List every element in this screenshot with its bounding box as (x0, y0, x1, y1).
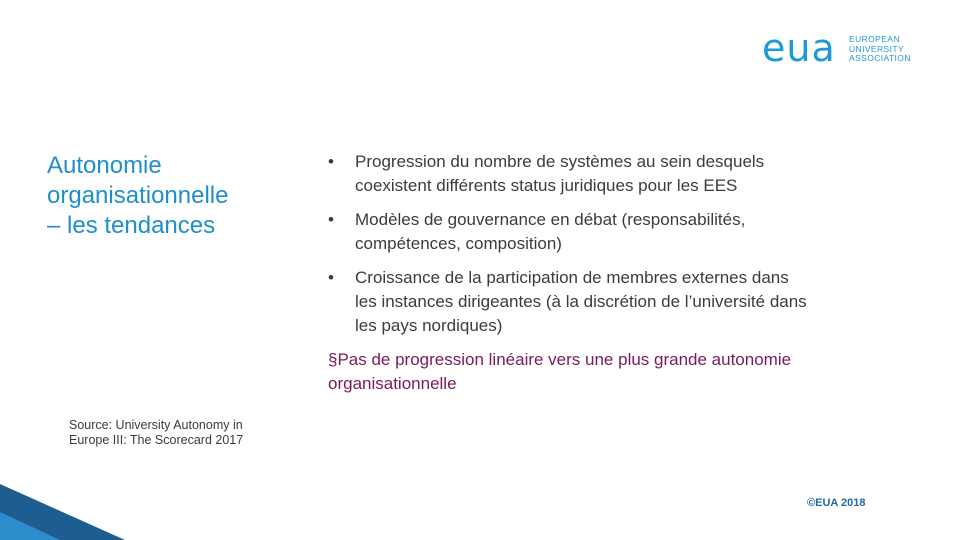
source-note (69, 418, 243, 448)
bullet-line: coexistent différents status juridiques pour les EES (355, 176, 738, 195)
bullet-item (328, 150, 908, 198)
bullet-symbol: • (328, 152, 334, 171)
logo-line: EUROPEAN (849, 34, 900, 44)
logo-mark: eua (762, 26, 836, 70)
corner-decoration (0, 484, 125, 540)
copyright-text: ©EUA 2018 (807, 497, 866, 509)
bullet-line: les pays nordiques) (355, 316, 503, 335)
bullet-symbol: • (328, 210, 334, 229)
logo-line: ASSOCIATION (849, 53, 911, 63)
bullet-line: les instances dirigeantes (à la discrétion de l’université dans (355, 292, 807, 311)
conclusion-line: §Pas de progression linéaire vers une plus grande autonomie (328, 350, 792, 369)
conclusion-text (328, 348, 791, 396)
bullet-item (328, 208, 908, 256)
source-line: Europe III: The Scorecard 2017 (69, 433, 244, 447)
title-line: Autonomie (47, 152, 162, 179)
bullet-item (328, 266, 908, 338)
slide-title (47, 151, 297, 241)
bullet-line: compétences, composition) (355, 234, 562, 253)
bullet-line: Modèles de gouvernance en débat (responsabilités, (355, 210, 746, 229)
logo-wordmark (849, 35, 911, 64)
bullet-list (328, 150, 908, 348)
title-line: – les tendances (47, 212, 216, 239)
source-line: Source: University Autonomy in (69, 418, 243, 432)
bullet-line: Progression du nombre de systèmes au sein desquels (355, 152, 765, 171)
bullet-line: Croissance de la participation de membres externes dans (355, 268, 789, 287)
bullet-symbol: • (328, 268, 334, 287)
title-line: organisationnelle (47, 182, 229, 209)
conclusion-line: organisationnelle (328, 374, 457, 393)
logo-line: UNIVERSITY (849, 43, 905, 54)
